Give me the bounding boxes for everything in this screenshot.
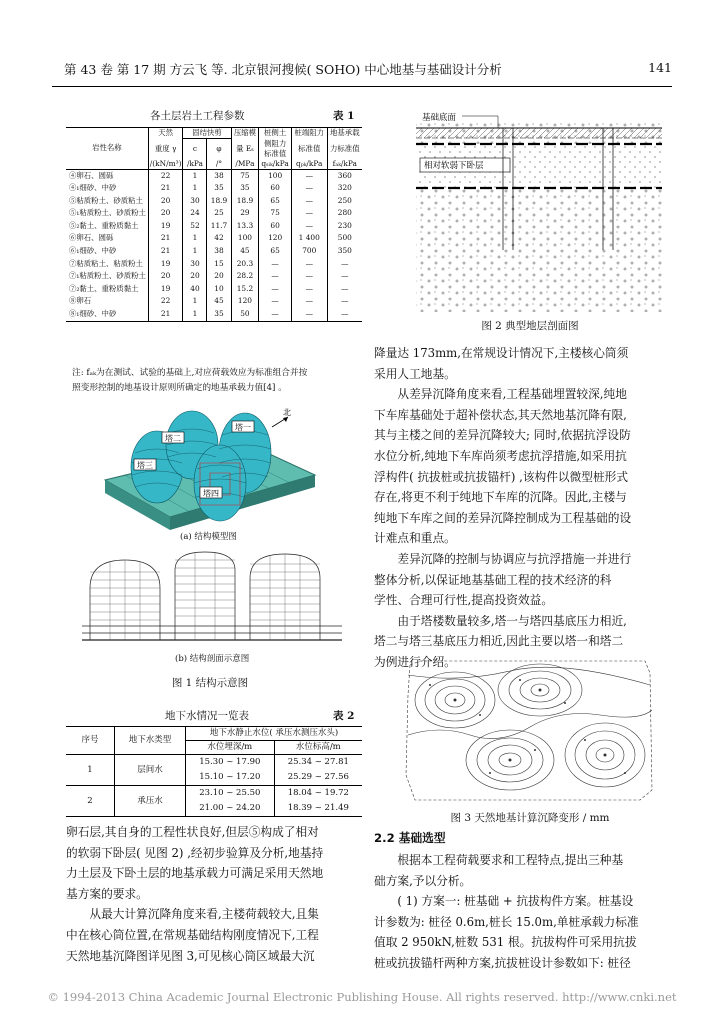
table1-cell-name: ⑥卵石、圆砾 [69,233,114,243]
table1-cell: 280 [327,207,362,220]
t1-h-density-top: 天然 [148,128,183,139]
table1-cell: — [291,270,327,283]
label-weak-layer: 相对软弱下卧层 [424,161,484,171]
table2 [66,726,362,817]
t2-r2-e1: 18.04 ~ 19.72 [274,786,362,802]
table1-cell: 1 400 [291,232,327,245]
table1-row [66,169,362,182]
figure2-profile [398,110,666,315]
t1-h-c: c [183,139,207,159]
table1-cell: 20.3 [231,258,259,271]
table1-cell: 29 [231,207,259,220]
table1-cell: 40 [183,283,207,296]
right-p6: ( 1) 方案一: 桩基础 + 抗拔构件方案。桩基设 计参数为: 桩径 0.6m,桩长 15.0m,单桩承载力标准 值取 2 950kN,桩数 531 根。抗拔构件可采用抗拔 桩或抗拔锚杆两种方案,抗拔桩设计参数如下: 桩径 [374,894,639,970]
table1-row [66,245,362,258]
table1-cell: 1 [183,182,207,195]
t1-h-qsik-d: qₛᵢₖ/kPa [259,159,292,170]
table1-cell: 1 [183,169,207,182]
right-p4: 由于塔楼数量较多,塔一与塔四基底压力相近, 塔二与塔三基底压力相近,因此主要以塔一和塔二 为例进行介绍。 [374,613,627,669]
table1-row [66,232,362,245]
t1-h-qpk-c: qₚₖ/kPa [291,159,327,170]
running-header [52,58,672,78]
figure1-model [100,405,320,543]
table1-cell: — [259,258,292,271]
table1-cell: 20 [183,270,207,283]
table1-cell: 250 [327,195,362,208]
table1-cell: 75 [231,169,259,182]
table1-cell: 1 [183,295,207,308]
table1-cell: — [291,258,327,271]
table1-cell: — [291,295,327,308]
table1-cell: 1 [183,245,207,258]
table1-cell: 35 [207,182,231,195]
t2-r1-no: 1 [66,755,115,786]
table1-cell: — [259,270,292,283]
table1-row [66,308,362,321]
table1-cell: 1 [183,308,207,321]
table1-row [66,283,362,296]
table1-cell: 13.3 [231,220,259,233]
table1-cell-name: ⑦₂黏土、重粉质黏土 [69,283,139,293]
t2-h-elev: 水位标高/m [274,741,362,755]
table1-cell: 60 [259,220,292,233]
table1-row [66,207,362,220]
table1-cell: 20 [148,270,183,283]
t1-h-es-unit: /MPa [231,159,259,170]
table1-cell: 15.2 [231,283,259,296]
table1-cell-name: ⑤₁粘质粉土、砂质粉土 [69,208,146,218]
t2-h-depth: 水位埋深/m [186,741,275,755]
table1-cell: 10 [207,283,231,296]
table1-cell: 25 [207,207,231,220]
figure1-section [80,548,350,648]
table1-cell: 52 [183,220,207,233]
table1-body [66,169,362,321]
table1-cell-name: ⑤粘质粉土、砂质粘土 [69,195,143,205]
t1-h-es-mid: 量 Eₛ [231,139,259,159]
t2-r1-d1: 15.30 ~ 17.90 [186,755,275,771]
left-p1: 卵石层,其自身的工程性状良好,但层⑤构成了相对 的软弱下卧层( 见图 2) ,经初步验算及分析,地基持 力土层及下卧土层的地基承载力可满足采用天然地 基方案的要求。 [66,825,324,901]
table1-cell: 15 [207,258,231,271]
t1-h-fak-a: 地基承载 [327,128,362,139]
table1-cell: — [327,258,362,271]
t1-h-qpk-b: 标准值 [291,139,327,159]
table1-cell: — [291,308,327,321]
t2-r1-type: 层间水 [115,755,186,786]
table1-cell: 19 [148,283,183,296]
left-column-text [66,822,364,966]
header-rule [52,86,672,87]
table1-cell: 35 [207,308,231,321]
table1-cell: — [327,283,362,296]
t1-h-c-unit: /kPa [183,159,207,170]
t2-r2-d2: 21.00 ~ 24.20 [186,801,275,817]
table1 [66,127,362,322]
table1-cell: — [291,283,327,296]
table1-cell: 100 [259,169,292,182]
right-p1: 降量达 173mm,在常规设计情况下,主楼核心筒须 采用人工地基。 [374,346,629,381]
table1-cell: 360 [327,169,362,182]
table1-cell: 75 [259,207,292,220]
table1-cell: 60 [259,182,292,195]
table1-row [66,258,362,271]
label-tower1: 塔一 [235,423,251,432]
label-tower2: 塔二 [165,434,181,443]
table1-cell-name: ⑦粘质粘土、粘质粉土 [69,258,143,268]
table1-cell-name: ⑥₁细砂、中砂 [69,246,117,256]
copyright-footer: © 1994-2013 China Academic Journal Electronic Publishing House. All rights reserved. http://www.cnki.net [47,990,677,1004]
table1-cell: 21 [148,182,183,195]
label-tower4: 塔四 [203,489,219,498]
t2-r2-e2: 18.39 ~ 21.49 [274,801,362,817]
table1-cell-name: ④卵石、圆砾 [66,169,148,182]
t1-h-qsik-b: 侧阻力 标准值 [259,139,292,159]
table1-cell: 120 [231,295,259,308]
figure1-sub-a: (a) 结构模型图 [180,532,237,542]
table1-cell: 45 [207,295,231,308]
t1-h-qsik-a: 桩侧土 [259,128,292,139]
table1-cell: 20 [148,195,183,208]
table1-cell: 20 [207,270,231,283]
table1-cell: — [327,308,362,321]
right-p3: 差异沉降的控制与协调应与抗浮措施一并进行 整体分析,以保证地基基础工程的技术经济的科 学性、合理可行性,提高投资效益。 [374,551,632,608]
label-foundation-base: 基础底面 [422,113,457,123]
t2-h-no: 序号 [66,727,115,755]
table1-cell: 11.7 [207,220,231,233]
table1-row [66,220,362,233]
t2-r2-no: 2 [66,786,115,817]
table1-cell: 30 [183,195,207,208]
table2-caption: 地下水情况一览表 [165,710,249,722]
page-number: 141 [648,60,672,75]
label-north: 北 [283,408,291,417]
table1-cell: 500 [327,232,362,245]
t1-h-es-top: 压缩模 [231,128,259,139]
t1-h-qpk-a: 桩端阻力 [291,128,327,139]
section-2-2-title: 2.2 基础选型 [374,831,446,845]
table1-cell: 120 [259,232,292,245]
table1-note: 注: fₐₖ为在测试、试验的基础上,对应荷载效应为标准组合并按 照变形控制的地基设计原则所确定的地基承载力值[4] 。 [72,368,308,393]
table1-cell: — [291,195,327,208]
t2-r1-d2: 15.10 ~ 17.20 [186,770,275,786]
table1-cell: 100 [231,232,259,245]
table1-cell: 50 [231,308,259,321]
table1-row [66,195,362,208]
t1-h-shear: 固结快剪 [183,128,231,139]
table1-cell: 18.9 [207,195,231,208]
table1-cell: — [291,220,327,233]
right-column-text-upper [374,343,672,673]
figure1-sub-b: (b) 结构剖面示意图 [175,654,250,664]
table1-cell: 350 [327,245,362,258]
t2-r1-e1: 25.34 ~ 27.81 [274,755,362,771]
table1-cell: — [291,207,327,220]
t2-r2-d1: 23.10 ~ 25.50 [186,786,275,802]
table1-cell: 21 [148,245,183,258]
t1-h-name: 岩性名称 [66,128,148,170]
table1-cell: 38 [207,245,231,258]
t1-h-density-mid: 重度 γ [148,139,183,159]
label-tower3: 塔三 [137,461,153,470]
figure3-settlement [400,655,660,805]
table1-caption: 各土层岩土工程参数 [150,110,245,122]
table1-cell: — [259,283,292,296]
table1-cell: 19 [148,220,183,233]
figure2-caption: 图 2 典型地层剖面图 [481,320,579,332]
table1-cell: 22 [148,169,183,182]
table1-cell: 230 [327,220,362,233]
t1-h-phi-unit: /° [207,159,231,170]
table1-cell-name: ⑧₁细砂、中砂 [66,308,148,321]
table2-label: 表 2 [333,710,355,722]
table1-cell: 22 [148,295,183,308]
table1-cell: 21 [148,232,183,245]
table1-cell-name: ⑧卵石 [69,296,92,306]
table1-row [66,295,362,308]
table1-cell-name: ⑦₁粘质粉土、砂质粉土 [69,271,146,281]
table1-cell: 38 [207,169,231,182]
right-p2: 从差异沉降角度来看,工程基础埋置较深,纯地 下车库基础处于超补偿状态,其天然地基沉降有限, 其与主楼之间的差异沉降较大; 同时,依据抗浮设防 水位分析,纯地下车库尚须考虑抗浮措施,如采用抗 浮构件( 抗拔桩或抗拔锚杆) ,该构件以微型桩形式 存在,将更不利于纯地下车库的沉降。因此,主楼与 纯地下车库之间的差异沉降控制成为工程基础的设 计难点和重点。 [374,387,632,546]
table1-cell: — [259,295,292,308]
table1-cell: — [259,308,292,321]
t2-h-type: 地下水类型 [115,727,186,755]
table1-row [66,270,362,283]
figure1-caption: 图 1 结构示意图 [171,677,249,689]
table1-cell: 28.2 [231,270,259,283]
table1-cell: 24 [183,207,207,220]
table1-cell: 20 [148,207,183,220]
t1-h-fak-c: fₐₖ/kPa [327,159,362,170]
t2-h-span: 地下水静止水位( 承压水测压水头) [186,727,363,741]
header-text: 第 43 卷 第 17 期 方云飞 等. 北京银河搜候( SOHO) 中心地基与基础设计分析 [64,62,502,77]
right-p5: 根据本工程荷载要求和工程特点,提出三种基 础方案,予以分析。 [374,853,624,888]
table1-cell: 42 [207,232,231,245]
table1-cell: 18.9 [231,195,259,208]
table1-cell-name: ④₁细砂、中砂 [69,183,117,193]
table1-cell: 35 [231,182,259,195]
table1-cell: 1 [183,232,207,245]
figure3-caption: 图 3 天然地基计算沉降变形 / mm [450,812,610,824]
table1-cell: — [291,182,327,195]
t2-r1-e2: 25.29 ~ 27.56 [274,770,362,786]
table1-cell-name: ⑤₂黏土、重粉质黏土 [69,220,139,230]
table1-cell: 700 [291,245,327,258]
t1-h-density-unit: /(kN/m³) [149,158,182,168]
table1-cell: 65 [259,195,292,208]
table1-cell: — [327,270,362,283]
table1-cell: 45 [231,245,259,258]
t1-h-fak-b: 力标准值 [327,139,362,159]
table1-cell: 21 [148,308,183,321]
t2-r2-type: 承压水 [115,786,186,817]
table1-cell: — [327,295,362,308]
left-p2: 从最大计算沉降角度来看,主楼荷载较大,且集 中在核心筒位置,在常规基础结构刚度情况下,工程 天然地基沉降图详见图 3,可见核心筒区域最大沉 [66,907,319,963]
table1-cell: 19 [148,258,183,271]
table1-cell: 30 [183,258,207,271]
t1-h-phi: φ [207,139,231,159]
right-column-text-lower [374,850,672,974]
table1-row [66,182,362,195]
table1-cell: 320 [327,182,362,195]
table1-cell: — [291,169,327,182]
table1-cell: 65 [259,245,292,258]
table1-label: 表 1 [333,110,355,122]
